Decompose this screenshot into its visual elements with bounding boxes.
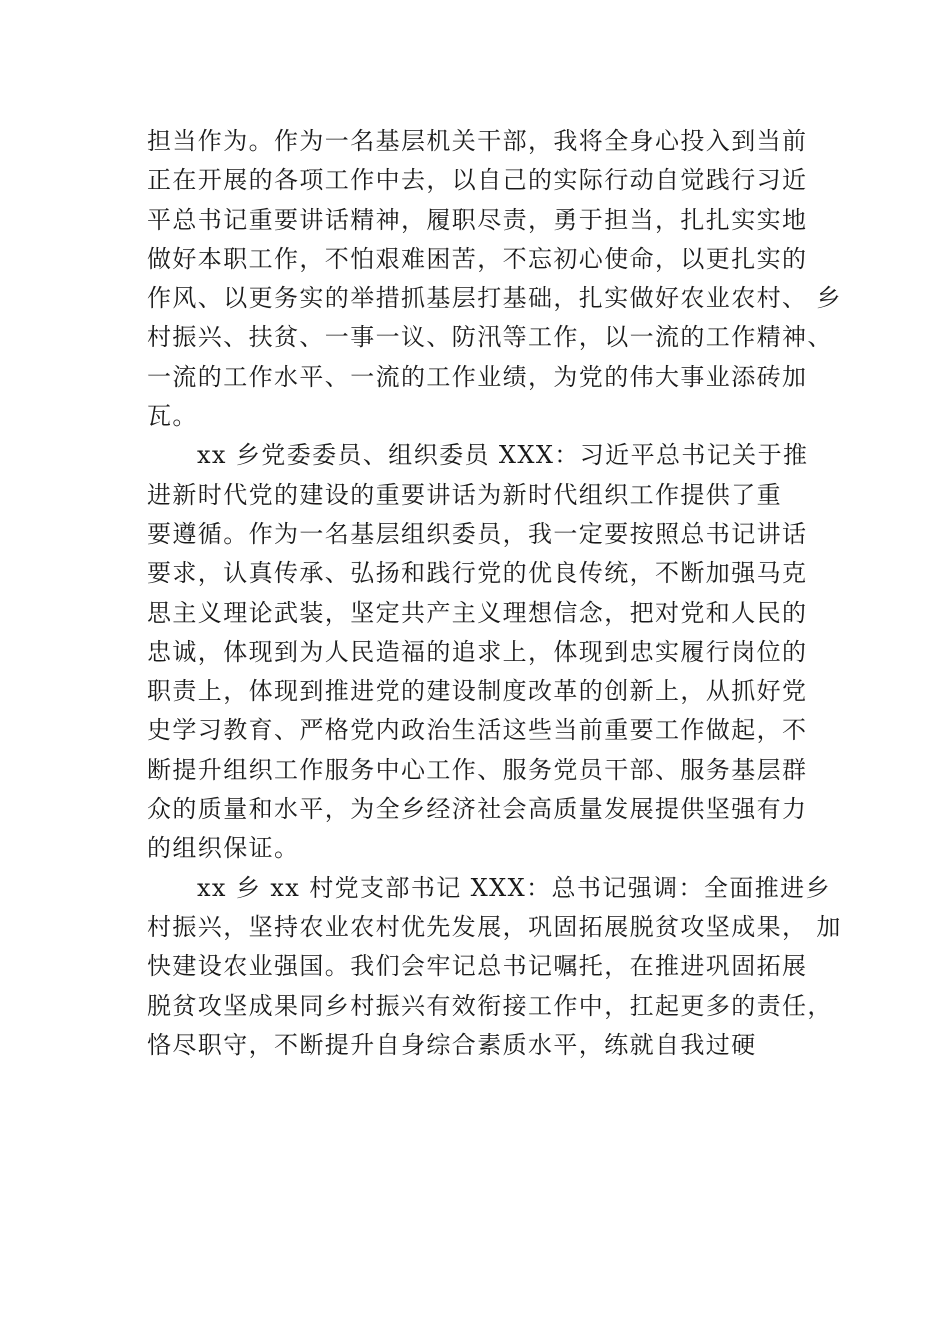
text-line: 史学习教育、严格党内政治生活这些当前重要工作做起，不 [147,716,808,745]
document-body [147,122,842,1065]
paragraph-3 [147,869,842,1065]
text-line: 的组织保证。 [147,834,300,863]
text-line: 思主义理论武装，坚定共产主义理想信念，把对党和人民的 [147,598,808,627]
text-line: 瓦。 [147,402,198,431]
text-line: 要遵循。作为一名基层组织委员，我一定要按照总书记讲话 [147,519,808,548]
text-line: 平总书记重要讲话精神，履职尽责，勇于担当，扎扎实实地 [147,205,808,234]
text-line: 快建设农业强国。我们会牢记总书记嘱托，在推进巩固拓展 [147,952,808,981]
text-line: 职责上，体现到推进党的建设制度改革的创新上，从抓好党 [147,677,808,706]
text-line: 担当作为。作为一名基层机关干部，我将全身心投入到当前 [147,127,808,155]
text-line: 村振兴、扶贫、一事一议、防汛等工作，以一流的工作精神、 [147,323,833,352]
text-line: xx 乡党委委员、组织委员 XXX：习近平总书记关于推 [197,441,809,470]
paragraph-2 [147,436,837,868]
text-line: 一流的工作水平、一流的工作业绩，为党的伟大事业添砖加 [147,362,808,391]
text-line: 脱贫攻坚成果同乡村振兴有效衔接工作中，扛起更多的责任， [147,991,833,1020]
text-line: 要求，认真传承、弘扬和践行党的优良传统，不断加强马克 [147,559,808,588]
text-line: 恪尽职守，不断提升自身综合素质水平，练就自我过硬 [147,1030,757,1059]
text-line: 忠诚，体现到为人民造福的追求上，体现到忠实履行岗位的 [147,637,808,666]
text-line: 做好本职工作，不怕艰难困苦，不忘初心使命，以更扎实的 [147,244,808,273]
paragraph-1 [147,122,842,436]
text-line: 进新时代党的建设的重要讲话为新时代组织工作提供了重 [147,480,782,509]
text-line: 断提升组织工作服务中心工作、服务党员干部、服务基层群 [147,755,808,784]
text-line: 村振兴，坚持农业农村优先发展，巩固拓展脱贫攻坚成果， 加 [147,912,842,941]
text-line: xx 乡 xx 村党支部书记 XXX：总书记强调：全面推进乡 [197,873,831,902]
text-line: 作风、以更务实的举措抓基层打基础，扎实做好农业农村、 乡 [147,284,842,313]
text-line: 众的质量和水平，为全乡经济社会高质量发展提供坚强有力 [147,795,808,824]
text-line: 正在开展的各项工作中去，以自己的实际行动自觉践行习近 [147,166,808,195]
